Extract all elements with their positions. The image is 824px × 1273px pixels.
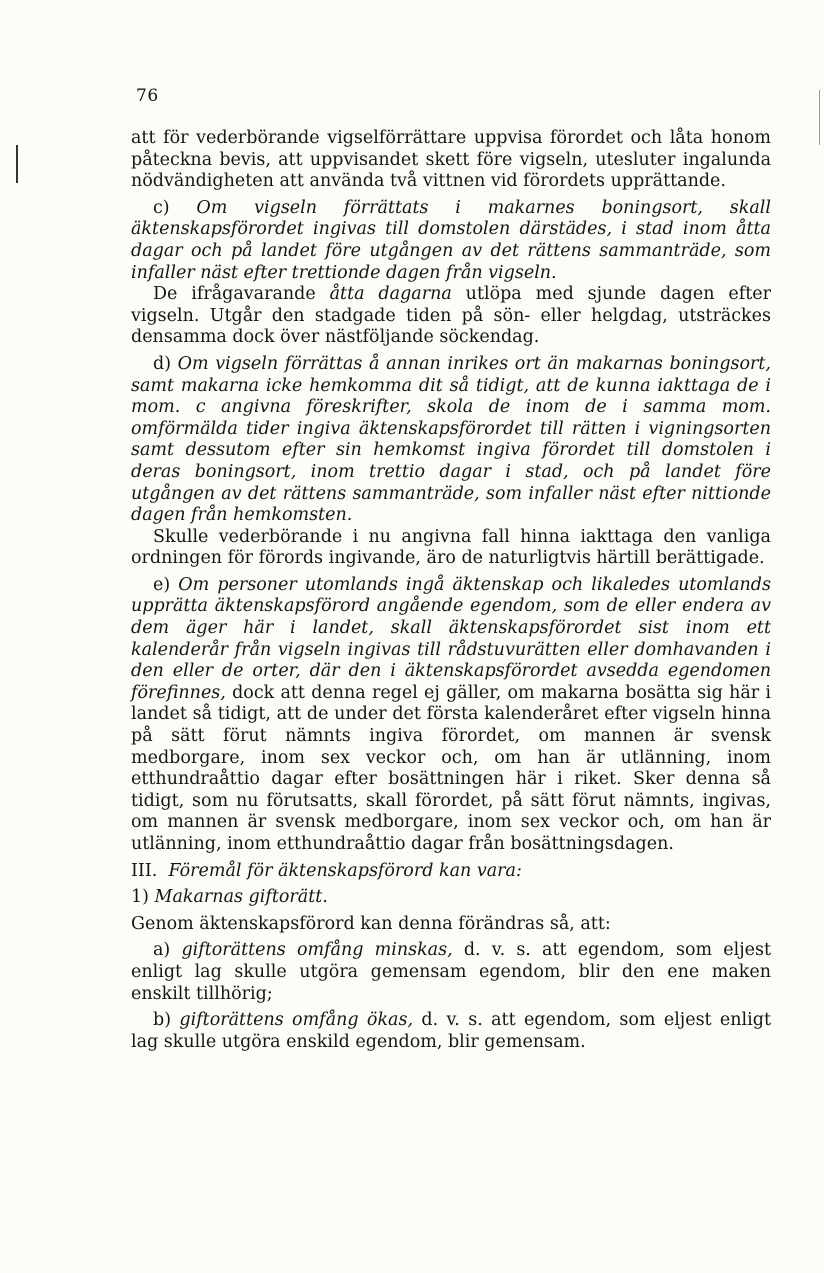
paragraph-continuation: att för vederbörande vigselförrättare uppvisa förordet och låta honom påteckna bevis, att uppvisandet skett före vigseln, utesluter ingalunda nödvändigheten att använda två vittnen vid förordets upprättande. bbox=[131, 128, 771, 192]
paragraph-e: e) Om personer utomlands ingå äktenskap och likaledes utomlands upprätta äktenskapsförord angående egendom, som de eller endera av dem äger här i landet, skall äktenskapsförordet sist inom ett kalenderår från vigseln ingivas till rådstuvurätten eller domhavanden i den eller de orter, där den i äktenskapsförordet avsedda egendomen förefinnes, dock att denna regel ej gäller, om makarna bosätta sig här i landet så tidigt, att de under det första kalenderåret efter vigseln hinna på sätt förut nämnts ingiva förordet, om mannen är svensk medborgare, inom sex veckor och, om han är utlänning, inom etthundraåttio dagar efter bosättningen här i riket. Sker denna så tidigt, som nu förutsatts, skall förordet, på sätt förut nämnts, ingivas, om mannen är svensk medborgare, inom sex veckor och, om han är utlänning, inom etthundraåttio dagar från bosättningsdagen. bbox=[131, 574, 771, 854]
margin-mark bbox=[16, 145, 18, 183]
paragraph-genom: Genom äktenskapsförord kan denna förändras så, att: bbox=[131, 913, 611, 934]
text-column bbox=[131, 128, 771, 1053]
list-item-b: b) giftorättens omfång ökas, d. v. s. att egendom, som eljest enligt lag skulle utgöra enskild egendom, blir gemensam. bbox=[131, 1010, 771, 1052]
section-heading-iii: III. Föremål för äktenskapsförord kan vara: bbox=[131, 860, 522, 881]
list-item-a: a) giftorättens omfång minskas, d. v. s. att egendom, som eljest enligt lag skulle utgöra gemensam egendom, blir den ene maken enskilt tillhörig; bbox=[131, 940, 771, 1004]
paragraph-skulle: Skulle vederbörande i nu angivna fall hinna iakttaga den vanliga ordningen för förords ingivande, äro de naturligtvis härtill berättigade. bbox=[131, 526, 771, 569]
edge-mark bbox=[819, 90, 820, 145]
paragraph-c: c) Om vigseln förrättats i makarnes boningsort, skall äktenskapsförordet ingivas till domstolen därstädes, i stad inom åtta dagar och på landet före utgången av det rättens sammanträde, som infaller näst efter trettionde dagen från vigseln. bbox=[131, 197, 771, 283]
paragraph-atta-dagarna: De ifrågavarande åtta dagarna utlöpa med sjunde dagen efter vigseln. Utgår den stadgade tiden på sön- eller helgdag, utsträckes densamma dock över nästföljande söckendag. bbox=[131, 284, 771, 348]
paragraph-d: d) Om vigseln förrättas å annan inrikes ort än makarnas boningsort, samt makarna icke hemkomma dit så tidigt, att de kunna iakttaga de i mom. c angivna föreskrifter, skola de inom de i samma mom. omförmälda tider ingiva äktenskapsförordet till rätten i vigningsorten samt dessutom efter sin hemkomst ingiva förordet till domstolen i deras boningsort, inom trettio dagar i stad, och på landet före utgången av det rättens sammanträde, som infaller näst efter nittionde dagen från hemkomsten. bbox=[131, 353, 771, 526]
page-number: 76 bbox=[136, 86, 159, 106]
subsection-heading-1: 1) Makarnas giftorätt. bbox=[131, 887, 328, 908]
